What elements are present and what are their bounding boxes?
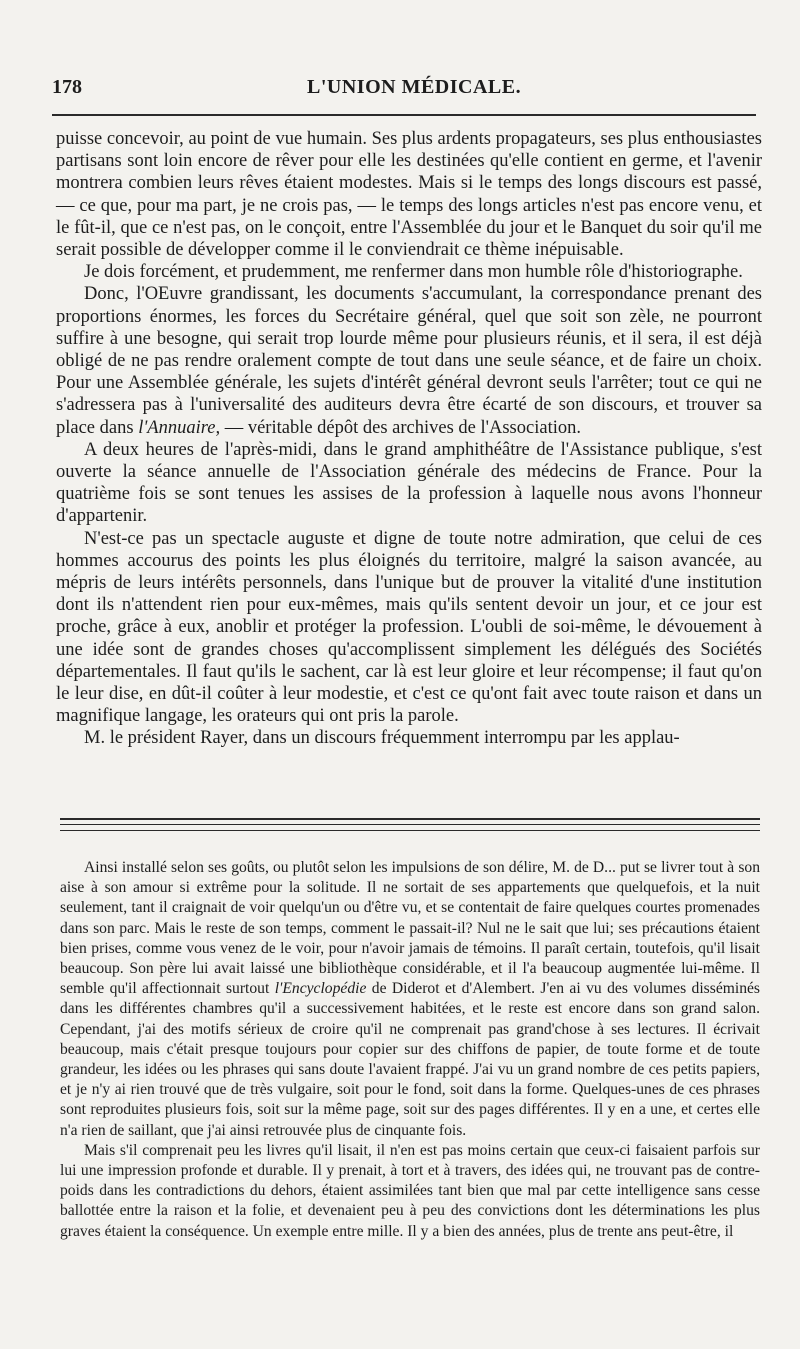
paragraph-1: puisse concevoir, au point de vue humain. Ses plus ardents propagateurs, ses plus enthousiastes partisans sont loin encore de rêver pour elle les destinées qu'elle contient en germe, et l'avenir montrera combien leurs rêves étaient modestes. Mais si le temps des longs discours est passé, — ce que, pour ma part, je ne crois pas, — le temps des longs articles n'est pas encore venu, et le fût-il, que ce n'est pas, on le conçoit, entre l'Assemblée du jour et le Banquet du soir qu'il me serait possible de développer comme il le conviendrait ce thème inépuisable. <box>56 129 762 261</box>
paragraph-2: Je dois forcément, et prudemment, me renfermer dans mon humble rôle d'historiographe. <box>84 262 743 283</box>
feuilleton-paragraph-1 <box>60 858 760 1141</box>
feuilleton-separator-thin <box>60 830 760 831</box>
header-rule <box>52 114 756 116</box>
feuilleton-paragraph-1-text: Ainsi installé selon ses goûts, ou plutôt selon les impulsions de son délire, M. de D... put se livrer tout à son aise à son amour si extrême pour la solitude. Il ne sortait de ses appartements que quelquefois, et la nuit seulement, tant il craignait de voir quelqu'un ou d'être vu, et se contentait de faire quelques courtes promenades dans son parc. Mais le reste de son temps, comment le passait-il? Nul ne le sait que lui; ses précautions étaient bien prises, comme vous venez de le voir, pour n'avoir jamais de témoins. Il paraît certain, toutefois, qu'il lisait beaucoup. Son père lui avait laissé une bibliothèque considérable, et il l'a beaucoup augmentée lui-même. Il semble qu'il affectionnait surtout <box>60 859 760 998</box>
feuilleton-paragraph-1-tail: de Diderot et d'Alembert. J'en ai vu des volumes disséminés dans les différentes chambres qu'il a successivement habitées, et le reste est encore dans son grand salon. Cependant, j'ai des motifs sérieux de croire qu'il ne comprenait pas grand'chose à ses lectures. Il écrivait beaucoup, mais c'était presque toujours pour copier sur des chiffons de papier, de toute forme et de toute grandeur, les idées ou les phrases qui sans doute l'avaient frappé. J'ai vu un grand nombre de ces petits papiers, et je n'y ai rien trouvé que de très vulgaire, soit pour le fond, soit dans la forme. Quelques-unes de ces phrases sont reproduites plusieurs fois, soit sur la même page, soit sur des pages différentes. Il y en a une, et certes elle n'a rien de saillant, que j'ai ainsi retrouvée plus de cinquante fois. <box>60 980 760 1139</box>
feuilleton-paragraph-2: Mais s'il comprenait peu les livres qu'il lisait, il n'en est pas moins certain que ceux-ci faisaient parfois sur lui une impression profonde et durable. Il y prenait, à tort et à travers, des idées qui, ne trouvant pas de contre-poids dans les contradictions du dehors, étaient assimilées tant bien que mal par cette intelligence sans cesse ballottée entre la raison et la folie, et devenaient peu à peu des convictions dont les déterminations les plus graves étaient la conséquence. Un exemple entre mille. Il y a bien des années, plus de trente ans peut-être, il <box>60 1141 760 1240</box>
feuilleton-separator <box>60 818 760 825</box>
page-number: 178 <box>52 76 82 98</box>
annuaire-title: l'Annuaire, <box>138 417 221 438</box>
paragraph-3-tail: — véritable dépôt des archives de l'Association. <box>220 417 581 438</box>
running-title: L'UNION MÉDICALE. <box>307 76 522 98</box>
feuilleton-section <box>60 858 760 1242</box>
encyclopedie-title: l'Encyclopédie <box>274 980 367 998</box>
paragraph-6: M. le président Rayer, dans un discours fréquemment interrompu par les applau- <box>84 728 680 749</box>
page-header <box>52 76 752 110</box>
paragraph-5: N'est-ce pas un spectacle auguste et digne de toute notre admiration, que celui de ces hommes accourus des points les plus éloignés du territoire, malgré la saison avancée, au mépris de leurs intérêts personnels, dans l'unique but de prouver la vitalité d'une institution dont ils n'attendent rien pour eux-mêmes, mais qu'ils sentent devoir un jour, et ce jour est proche, grâce à eux, anoblir et protéger la profession. L'oubli de soi-même, le dévouement à une idée sont de grandes choses qu'accomplissent simplement les délégués des Sociétés départementales. Il faut qu'ils le sachent, car là est leur gloire et leur récompense; il faut qu'on le leur dise, en dût-il coûter à leur modestie, et c'est ce qu'ont fait avec toute raison et dans un magnifique langage, les orateurs qui ont pris la parole. <box>56 528 762 727</box>
paragraph-3 <box>56 283 762 438</box>
main-article <box>56 128 762 750</box>
paragraph-4: A deux heures de l'après-midi, dans le grand amphithéâtre de l'Assistance publique, s'est ouverte la séance annuelle de l'Association générale des médecins de France. Pour la quatrième fois se sont tenues les assises de la profession à laquelle nous avons l'honneur d'appartenir. <box>56 439 762 527</box>
paragraph-3-text: Donc, l'OEuvre grandissant, les documents s'accumulant, la correspondance prenant des proportions énormes, les forces du Secrétaire général, quel que soit son zèle, ne pourront suffire à une besogne, qui serait trop lourde même pour plusieurs réunis, et il sera, il est déjà obligé de ne pas rendre oralement compte de tout dans une seule séance, et de faire un choix. Pour une Assemblée générale, les sujets d'intérêt général devront seuls l'arrêter; tout ce qui ne s'adressera pas à l'universalité des auditeurs devra être écarté de son discours, et trouver sa place dans <box>56 284 762 438</box>
